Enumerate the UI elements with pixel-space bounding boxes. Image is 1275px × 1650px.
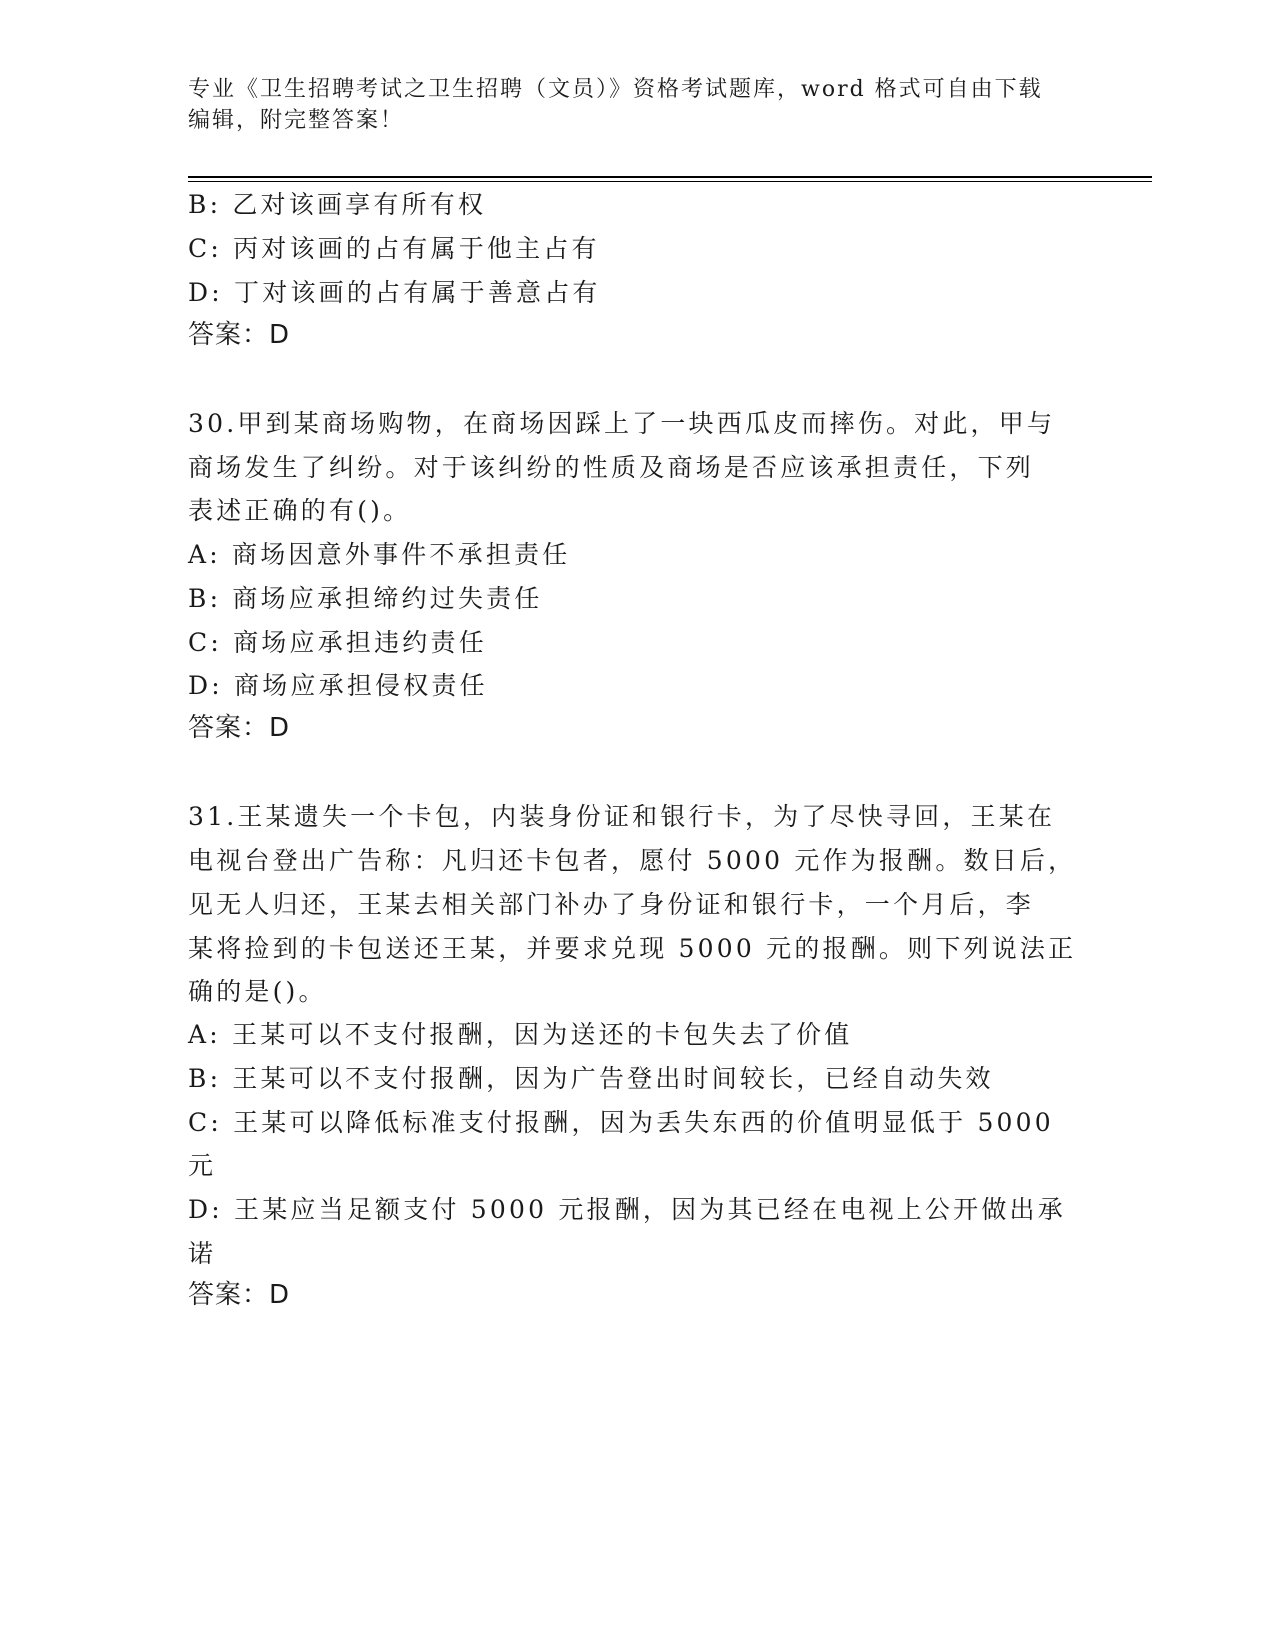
q31-stem-line-1: 31.王某遗失一个卡包，内装身份证和银行卡，为了尽快寻回，王某在 <box>188 802 1056 831</box>
q29-option-c: C: 丙对该画的占有属于他主占有 <box>188 234 600 263</box>
q30-option-c: C: 商场应承担违约责任 <box>188 628 487 657</box>
q30-option-b: B: 商场应承担缔约过失责任 <box>188 584 543 613</box>
q30-option-d: D: 商场应承担侵权责任 <box>188 671 488 700</box>
q31-option-d-line-1: D: 王某应当足额支付 5000 元报酬，因为其已经在电视上公开做出承 <box>188 1195 1066 1224</box>
q31-option-c-line-1: C: 王某可以降低标准支付报酬，因为丢失东西的价值明显低于 5000 <box>188 1108 1054 1137</box>
q31-stem-line-5: 确的是()。 <box>188 977 327 1006</box>
q30-answer: 答案：D <box>188 713 291 743</box>
q31-answer: 答案：D <box>188 1280 291 1310</box>
q31-stem-line-2: 电视台登出广告称：凡归还卡包者，愿付 5000 元作为报酬。数日后， <box>188 846 1077 875</box>
q31-option-c-line-2: 元 <box>188 1151 217 1180</box>
q31-stem-line-3: 见无人归还，王某去相关部门补办了身份证和银行卡，一个月后，李 <box>188 890 1035 919</box>
header-line-2: 编辑，附完整答案！ <box>188 108 405 133</box>
q31-option-a: A: 王某可以不支付报酬，因为送还的卡包失去了价值 <box>188 1020 853 1049</box>
q30-stem-line-2: 商场发生了纠纷。对于该纠纷的性质及商场是否应该承担责任，下列 <box>188 453 1035 482</box>
q31-option-d-line-2: 诺 <box>188 1239 217 1268</box>
document-header <box>188 74 1068 136</box>
q30-option-a: A: 商场因意外事件不承担责任 <box>188 540 571 569</box>
q31-option-b: B: 王某可以不支付报酬，因为广告登出时间较长，已经自动失效 <box>188 1064 994 1093</box>
q29-option-d: D: 丁对该画的占有属于善意占有 <box>188 278 601 307</box>
q30-stem-line-1: 30.甲到某商场购物，在商场因踩上了一块西瓜皮而摔伤。对此，甲与 <box>188 409 1056 438</box>
header-line-1: 专业《卫生招聘考试之卫生招聘（文员）》资格考试题库，word 格式可自由下载 <box>188 77 1043 102</box>
q29-answer: 答案：D <box>188 320 291 350</box>
header-divider-thick <box>188 176 1152 178</box>
header-divider-thin <box>188 181 1152 182</box>
q30-stem-line-3: 表述正确的有()。 <box>188 496 412 525</box>
q29-option-b: B: 乙对该画享有所有权 <box>188 190 487 219</box>
q31-stem-line-4: 某将捡到的卡包送还王某，并要求兑现 5000 元的报酬。则下列说法正 <box>188 934 1077 963</box>
